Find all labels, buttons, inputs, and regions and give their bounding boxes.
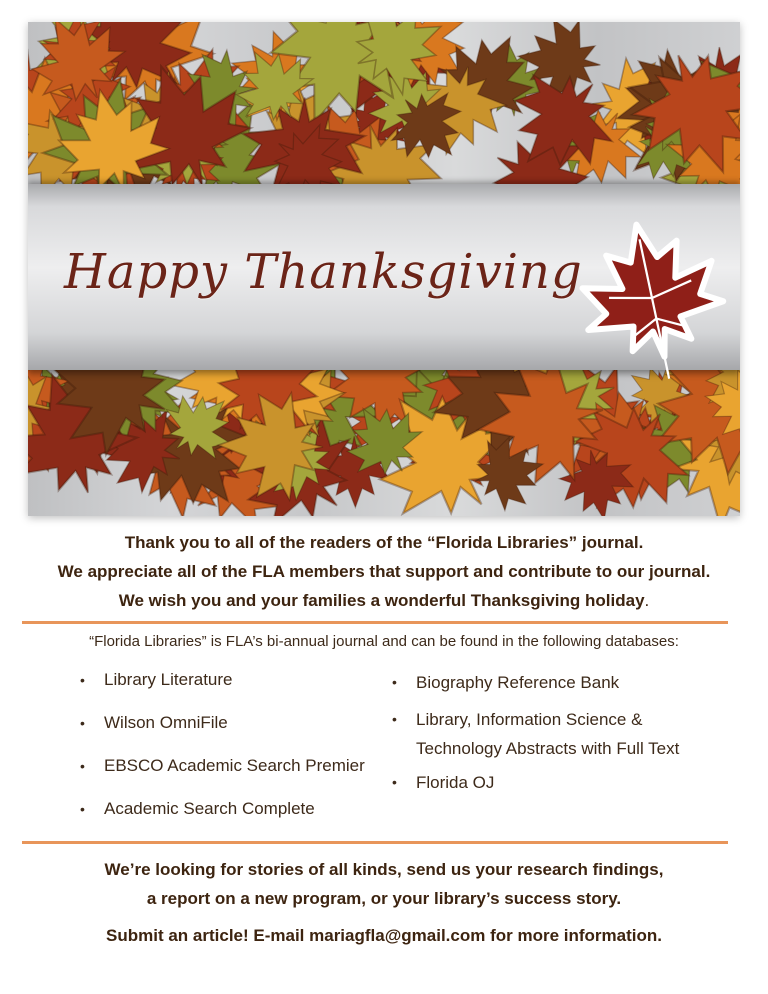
divider	[22, 621, 728, 624]
list-item: • EBSCO Academic Search Premier	[80, 754, 380, 797]
maple-leaf-icon	[562, 208, 740, 388]
list-item: • Library Literature	[80, 668, 380, 711]
cta-line-2: a report on a new program, or your library’s success story.	[146, 889, 622, 908]
database-list-right	[392, 668, 692, 802]
cta-line-1: We’re looking for stories of all kinds, send us your research findings,	[104, 860, 664, 879]
divider	[22, 841, 728, 844]
submit-article-line: Submit an article! E-mail mariagfla@gmail.com for more information.	[106, 926, 662, 945]
thanksgiving-banner	[28, 22, 740, 516]
list-item: • Wilson OmniFile	[80, 711, 380, 754]
list-item: • Florida OJ	[392, 768, 692, 797]
list-item: • Library, Information Science & Technology Abstracts with Full Text	[392, 705, 692, 763]
message-line-3	[0, 586, 768, 615]
database-list-left	[80, 668, 380, 840]
message-line-2: We appreciate all of the FLA members that support and contribute to our journal.	[57, 562, 711, 581]
message-line-1: Thank you to all of the readers of the “Florida Libraries” journal.	[124, 533, 644, 552]
list-item: • Academic Search Complete	[80, 797, 380, 840]
call-to-action	[0, 855, 768, 950]
message-line-3-text: We wish you and your families a wonderful Thanksgiving holiday	[118, 591, 645, 610]
greeting-text: Happy Thanksgiving	[64, 244, 583, 300]
list-item: • Biography Reference Bank	[392, 668, 692, 697]
databases-intro: “Florida Libraries” is FLA’s bi-annual journal and can be found in the following databases:	[89, 633, 679, 650]
thank-you-message	[0, 528, 768, 615]
message-line-3-period: .	[644, 591, 650, 610]
